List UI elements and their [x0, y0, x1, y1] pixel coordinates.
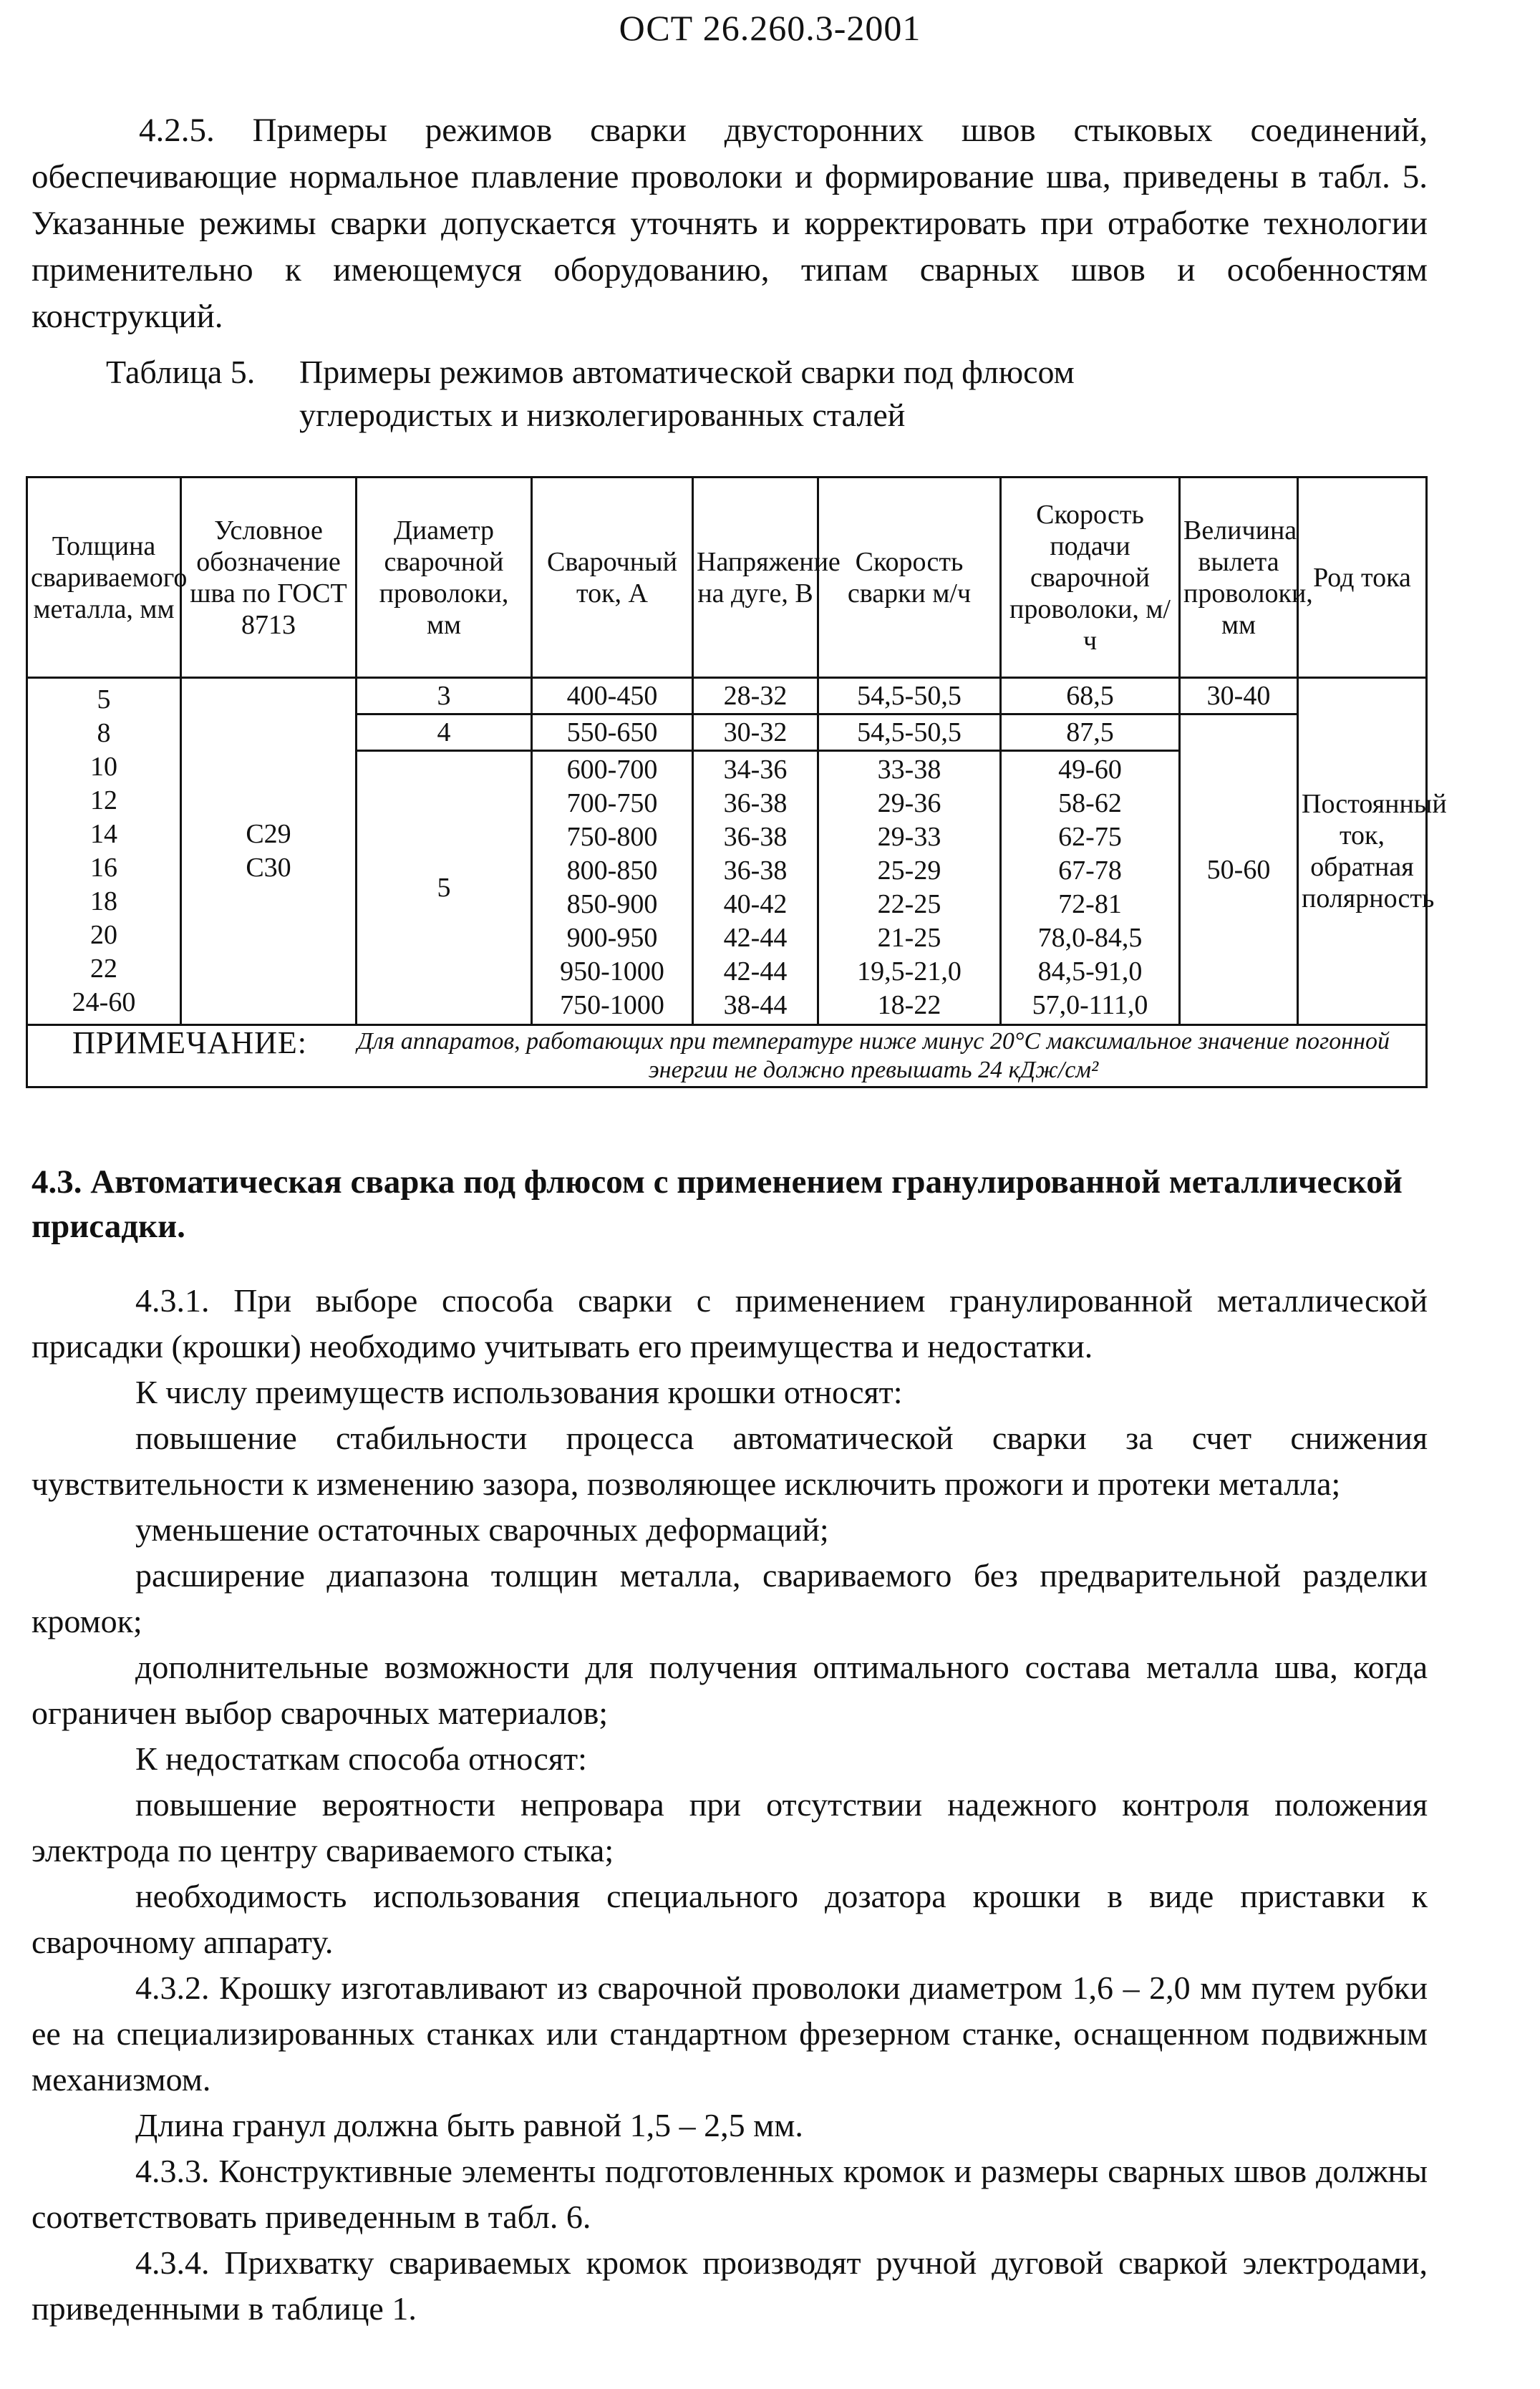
- feed-value: 49-60: [1058, 755, 1122, 785]
- stickout-cell: 50-60: [1180, 714, 1298, 1025]
- thickness-value: 22: [90, 954, 117, 984]
- list-item: уменьшение остаточных сварочных деформаций;: [135, 1511, 829, 1548]
- current-value: 950-1000: [560, 956, 664, 987]
- intro-paragraph: 4.2.5. Примеры режимов сварки двусторонних швов стыковых соединений, обеспечивающие нормальное плавление проволоки и формирование шва, приведены в табл. 5. Указанные режимы сварки допускается уточнять и корректировать при отработке технологии применительно к имеющемуся оборудованию, типам сварных швов и особенностям конструкций.: [32, 112, 1428, 335]
- speed-value: 25-29: [877, 856, 941, 886]
- feed-cell: 87,5: [1001, 714, 1180, 751]
- current-value: 750-1000: [560, 990, 664, 1020]
- paragraph: К недостаткам способа относят:: [135, 1740, 587, 1777]
- speed-value: 33-38: [877, 755, 941, 785]
- feed-value: 84,5-91,0: [1037, 956, 1143, 987]
- document-header: ОСТ 26.260.3-2001: [619, 8, 921, 48]
- stickout-cell: 30-40: [1180, 678, 1298, 714]
- note-text: Для аппаратов, работающих при температуре ниже минус 20°С максимальное значение погонной энергии не должно превышать 24 кДж/см²: [357, 1028, 1390, 1083]
- voltage-value: 36-38: [723, 788, 788, 818]
- thickness-value: 5: [97, 684, 111, 714]
- table-caption: [106, 351, 1075, 437]
- list-item: необходимость использования специального дозатора крошки в виде приставки к сварочному аппарату.: [32, 1878, 1428, 1960]
- feed-value: 67-78: [1058, 856, 1122, 886]
- header-designation: Условное обозначение шва по ГОСТ 8713: [181, 478, 357, 678]
- current-value: 750-800: [566, 822, 658, 852]
- voltage-value: 36-38: [723, 822, 788, 852]
- table-caption-line1: Примеры режимов автоматической сварки под флюсом: [299, 354, 1075, 390]
- paragraph: 4.3.4. Прихватку свариваемых кромок производят ручной дуговой сваркой электродами, приведенными в таблице 1.: [32, 2244, 1428, 2327]
- list-item: повышение стабильности процесса автоматической сварки за счет снижения чувствительности к изменению зазора, позволяющее исключить прожоги и протеки металла;: [32, 1420, 1428, 1502]
- designation-value: С29: [246, 819, 291, 849]
- table-row: [27, 678, 1427, 714]
- paragraph: Длина гранул должна быть равной 1,5 – 2,5 мм.: [135, 2107, 803, 2143]
- header-stickout: Величина вылета проволоки, мм: [1180, 478, 1298, 678]
- feed-value: 62-75: [1058, 822, 1122, 852]
- speed-value: 19,5-21,0: [857, 956, 962, 987]
- section-heading: 4.3. Автоматическая сварка под флюсом с применением гранулированной металлической присадки.: [32, 1163, 1403, 1245]
- thickness-value: 16: [90, 853, 117, 883]
- feed-value: 78,0-84,5: [1037, 923, 1143, 953]
- section-body: [32, 1278, 1428, 2332]
- current-cell: [532, 751, 693, 1025]
- voltage-cell: 30-32: [693, 714, 818, 751]
- voltage-value: 42-44: [723, 923, 788, 953]
- header-feed: Скорость подачи сварочной проволоки, м/ч: [1001, 478, 1180, 678]
- speed-value: 21-25: [877, 923, 941, 953]
- feed-value: 58-62: [1058, 788, 1122, 818]
- paragraph: К числу преимуществ использования крошки относят:: [135, 1374, 903, 1410]
- voltage-cell: [693, 751, 818, 1025]
- header-thickness: Толщина свариваемого металла, мм: [27, 478, 181, 678]
- thickness-value: 14: [90, 819, 117, 849]
- voltage-value: 36-38: [723, 856, 788, 886]
- current-value: 900-950: [566, 923, 658, 953]
- speed-value: 22-25: [877, 889, 941, 919]
- table-note-row: [27, 1025, 1427, 1087]
- current-value: 600-700: [566, 755, 658, 785]
- speed-cell: [818, 751, 1001, 1025]
- voltage-value: 40-42: [723, 889, 788, 919]
- paragraph: 4.3.3. Конструктивные элементы подготовленных кромок и размеры сварных швов должны соответствовать приведенным в табл. 6.: [32, 2153, 1428, 2235]
- thickness-value: 10: [90, 752, 117, 782]
- thickness-cell: [27, 678, 181, 1025]
- header-voltage: Напряжение на дуге, В: [693, 478, 818, 678]
- current-value: 850-900: [566, 889, 658, 919]
- feed-cell: [1001, 751, 1180, 1025]
- speed-cell: 54,5-50,5: [818, 678, 1001, 714]
- current-cell: 550-650: [532, 714, 693, 751]
- header-speed: Скорость сварки м/ч: [818, 478, 1001, 678]
- current-value: 700-750: [566, 788, 658, 818]
- feed-cell: 68,5: [1001, 678, 1180, 714]
- thickness-value: 20: [90, 920, 117, 950]
- current-type-cell: [1298, 678, 1447, 1025]
- header-current-type: Род тока: [1298, 478, 1427, 678]
- header-current: Сварочный ток, А: [532, 478, 693, 678]
- diameter-cell: 3: [357, 678, 532, 714]
- voltage-value: 38-44: [723, 990, 788, 1020]
- speed-cell: 54,5-50,5: [818, 714, 1001, 751]
- voltage-value: 34-36: [723, 755, 788, 785]
- diameter-cell: 4: [357, 714, 532, 751]
- paragraph: 4.3.1. При выборе способа сварки с применением гранулированной металлической присадки (крошки) необходимо учитывать его преимущества и недостатки.: [32, 1282, 1428, 1365]
- list-item: повышение вероятности непровара при отсутствии надежного контроля положения электрода по центру свариваемого стыка;: [32, 1786, 1428, 1869]
- thickness-value: 8: [97, 718, 111, 748]
- speed-value: 18-22: [877, 990, 941, 1020]
- note-label: ПРИМЕЧАНИЕ:: [72, 1025, 308, 1060]
- list-item: расширение диапазона толщин металла, свариваемого без предварительной разделки кромок;: [32, 1557, 1428, 1639]
- voltage-value: 42-44: [723, 956, 788, 987]
- welding-modes-table: [26, 476, 1447, 1088]
- current-cell: 400-450: [532, 678, 693, 714]
- header-diameter: Диаметр сварочной проволоки, мм: [357, 478, 532, 678]
- table-caption-label: Таблица 5.: [106, 354, 256, 390]
- list-item: дополнительные возможности для получения оптимального состава металла шва, когда ограничен выбор сварочных материалов;: [32, 1649, 1428, 1731]
- speed-value: 29-36: [877, 788, 941, 818]
- table-header-row: [27, 478, 1427, 678]
- current-value: 800-850: [566, 856, 658, 886]
- table-note-cell: [27, 1025, 1427, 1087]
- designation-cell: [181, 678, 357, 1025]
- feed-value: 72-81: [1058, 889, 1122, 919]
- diameter-cell: 5: [357, 751, 532, 1025]
- designation-value: С30: [246, 853, 291, 883]
- feed-value: 57,0-111,0: [1032, 990, 1148, 1020]
- thickness-value: 24-60: [72, 987, 136, 1017]
- voltage-cell: 28-32: [693, 678, 818, 714]
- current-type-value: Постоянный ток, обратная полярность: [1302, 789, 1447, 914]
- paragraph: 4.3.2. Крошку изготавливают из сварочной проволоки диаметром 1,6 – 2,0 мм путем рубки ее на специализированных станках или стандартном фрезерном станке, оснащенном подвижным механизмом.: [32, 1969, 1428, 2098]
- table-caption-line2: углеродистых и низколегированных сталей: [299, 397, 906, 433]
- speed-value: 29-33: [877, 822, 941, 852]
- thickness-value: 12: [90, 785, 117, 815]
- thickness-value: 18: [90, 886, 117, 916]
